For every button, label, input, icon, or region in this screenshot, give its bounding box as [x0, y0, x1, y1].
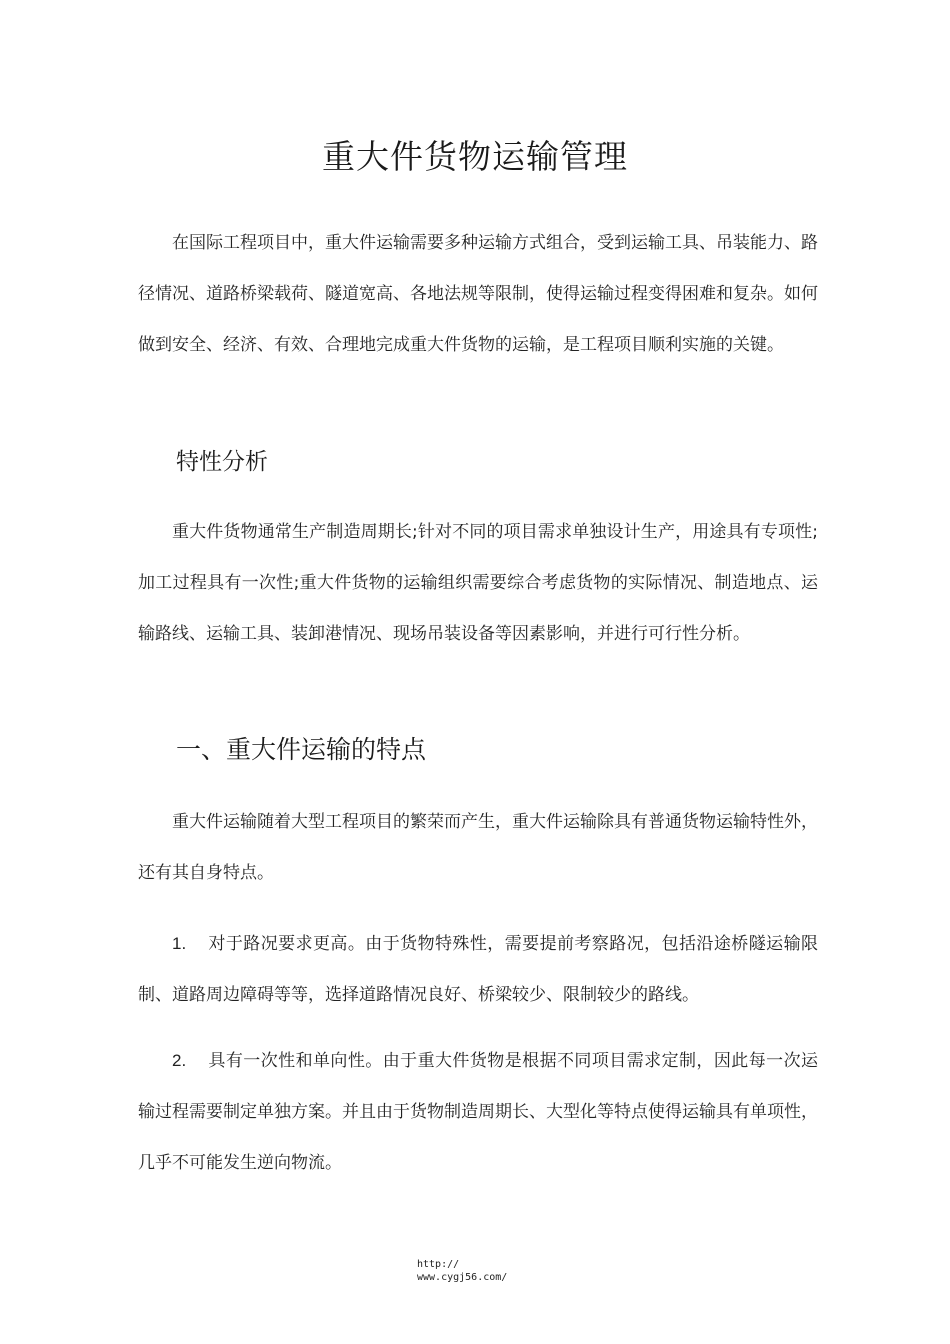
- list-item-number: 2.: [172, 1051, 187, 1070]
- intro-paragraph: 在国际工程项目中，重大件运输需要多种运输方式组合，受到运输工具、吊装能力、路径情况、道路桥梁载荷、隧道宽高、各地法规等限制，使得运输过程变得困难和复杂。如何做到安全、经济、有效、合理地完成重大件货物的运输，是工程项目顺利实施的关键。: [138, 233, 818, 355]
- list-item: [138, 918, 818, 1021]
- list-item-text: 对于路况要求更高。由于货物特殊性，需要提前考察路况，包括沿途桥隧运输限制、道路周边障碍等等，选择道路情况良好、桥梁较少、限制较少的路线。: [138, 934, 818, 1005]
- footer-url-line2[interactable]: www.cygj56.com/: [417, 1272, 508, 1283]
- list-item: [138, 1035, 818, 1189]
- footer-url[interactable]: [417, 1258, 507, 1284]
- section-heading-features: 一、重大件运输的特点: [176, 735, 427, 764]
- characteristics-paragraph: 重大件货物通常生产制造周期长;针对不同的项目需求单独设计生产，用途具有专项性;加工过程具有一次性;重大件货物的运输组织需要综合考虑货物的实际情况、制造地点、运输路线、运输工具、装卸港情况、现场吊装设备等因素影响，并进行可行性分析。: [138, 522, 818, 644]
- document-title: 重大件货物运输管理: [322, 137, 628, 176]
- footer-url-line1[interactable]: http://: [417, 1259, 460, 1270]
- list-item-number: 1.: [172, 934, 187, 953]
- features-intro-paragraph: 重大件运输随着大型工程项目的繁荣而产生，重大件运输除具有普通货物运输特性外，还有其自身特点。: [138, 812, 818, 883]
- section-heading-characteristics: 特性分析: [176, 449, 268, 475]
- list-item-text: 具有一次性和单向性。由于重大件货物是根据不同项目需求定制，因此每一次运输过程需要制定单独方案。并且由于货物制造周期长、大型化等特点使得运输具有单项性，几乎不可能发生逆向物流。: [138, 1051, 818, 1173]
